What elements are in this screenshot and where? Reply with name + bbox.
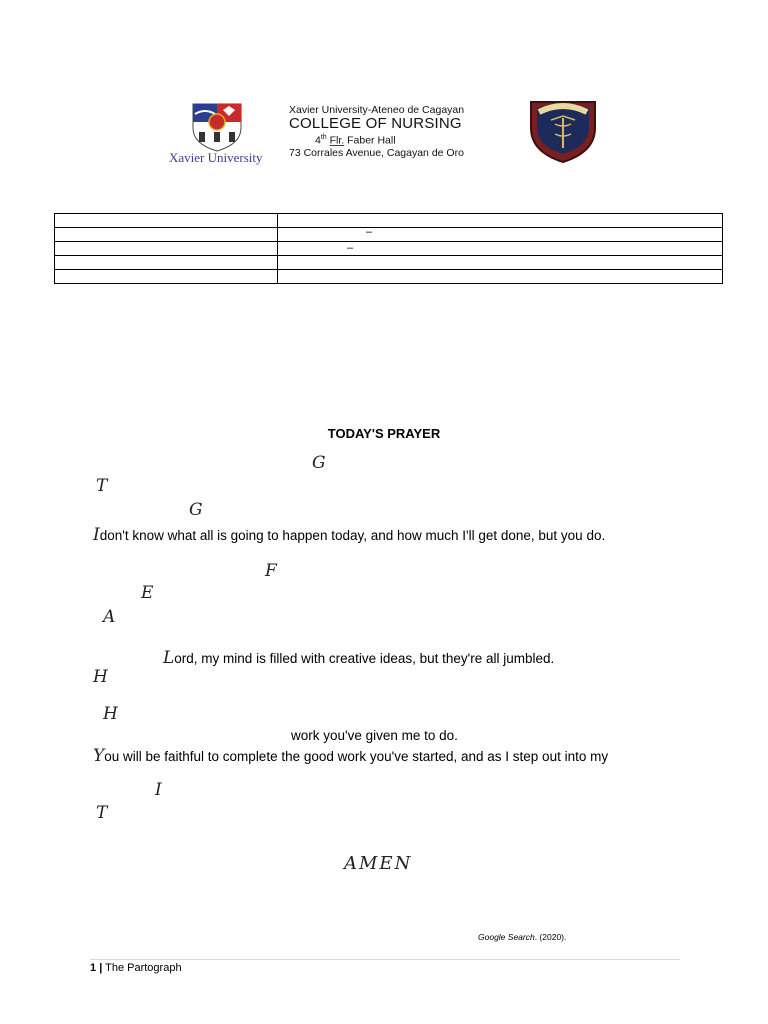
table-cell xyxy=(278,270,723,284)
script-initial: T xyxy=(96,476,108,496)
street-address: 73 Corrales Avenue, Cagayan de Oro xyxy=(289,146,464,159)
info-table xyxy=(54,213,723,284)
script-initial: H xyxy=(93,667,108,687)
prayer-line: Lord, my mind is filled with creative ideas, but they're all jumbled. xyxy=(163,648,555,668)
table-row xyxy=(55,270,723,284)
script-initial: F xyxy=(265,561,277,581)
table-cell xyxy=(55,242,278,256)
prayer-line: You will be faithful to complete the good work you've started, and as I step out into my xyxy=(93,746,609,766)
college-address-block xyxy=(289,104,464,159)
script-initial: E xyxy=(141,583,154,603)
script-initial: A xyxy=(103,607,116,627)
script-initial: I xyxy=(155,780,162,800)
prayer-line: work you've given me to do. xyxy=(291,728,458,743)
script-initial: G xyxy=(312,453,326,473)
university-name: Xavier University-Ateneo de Cagayan xyxy=(289,104,465,116)
citation: Google Search. (2020). xyxy=(478,932,567,942)
table-cell xyxy=(55,214,278,228)
table-row xyxy=(55,228,723,242)
table-cell xyxy=(55,270,278,284)
college-name: COLLEGE OF NURSING xyxy=(289,115,462,132)
table-cell xyxy=(278,214,723,228)
script-initial: H xyxy=(103,704,118,724)
table-row xyxy=(55,256,723,270)
script-initial: T xyxy=(96,803,108,823)
table-dash: – xyxy=(347,242,354,254)
page-footer: 1 | The Partograph xyxy=(90,962,182,974)
nursing-seal-logo xyxy=(525,98,601,164)
table-cell xyxy=(278,256,723,270)
xavier-university-label: Xavier University xyxy=(169,150,263,165)
table-row xyxy=(55,214,723,228)
script-initial: G xyxy=(189,500,203,520)
table-cell xyxy=(55,228,278,242)
letterhead xyxy=(163,96,608,168)
footer-divider xyxy=(90,959,680,960)
table-row xyxy=(55,242,723,256)
table-cell xyxy=(278,242,723,256)
table-cell xyxy=(55,256,278,270)
amen-text: AMEN xyxy=(344,853,413,874)
prayer-title: TODAY'S PRAYER xyxy=(327,426,441,441)
prayer-line: Idon't know what all is going to happen today, and how much I'll get done, but you do. xyxy=(93,525,606,545)
floor-line: 4th Flr. Faber Hall xyxy=(315,134,396,147)
table-cell xyxy=(278,228,723,242)
xavier-crest-logo xyxy=(189,102,245,152)
table-dash: – xyxy=(366,226,373,238)
